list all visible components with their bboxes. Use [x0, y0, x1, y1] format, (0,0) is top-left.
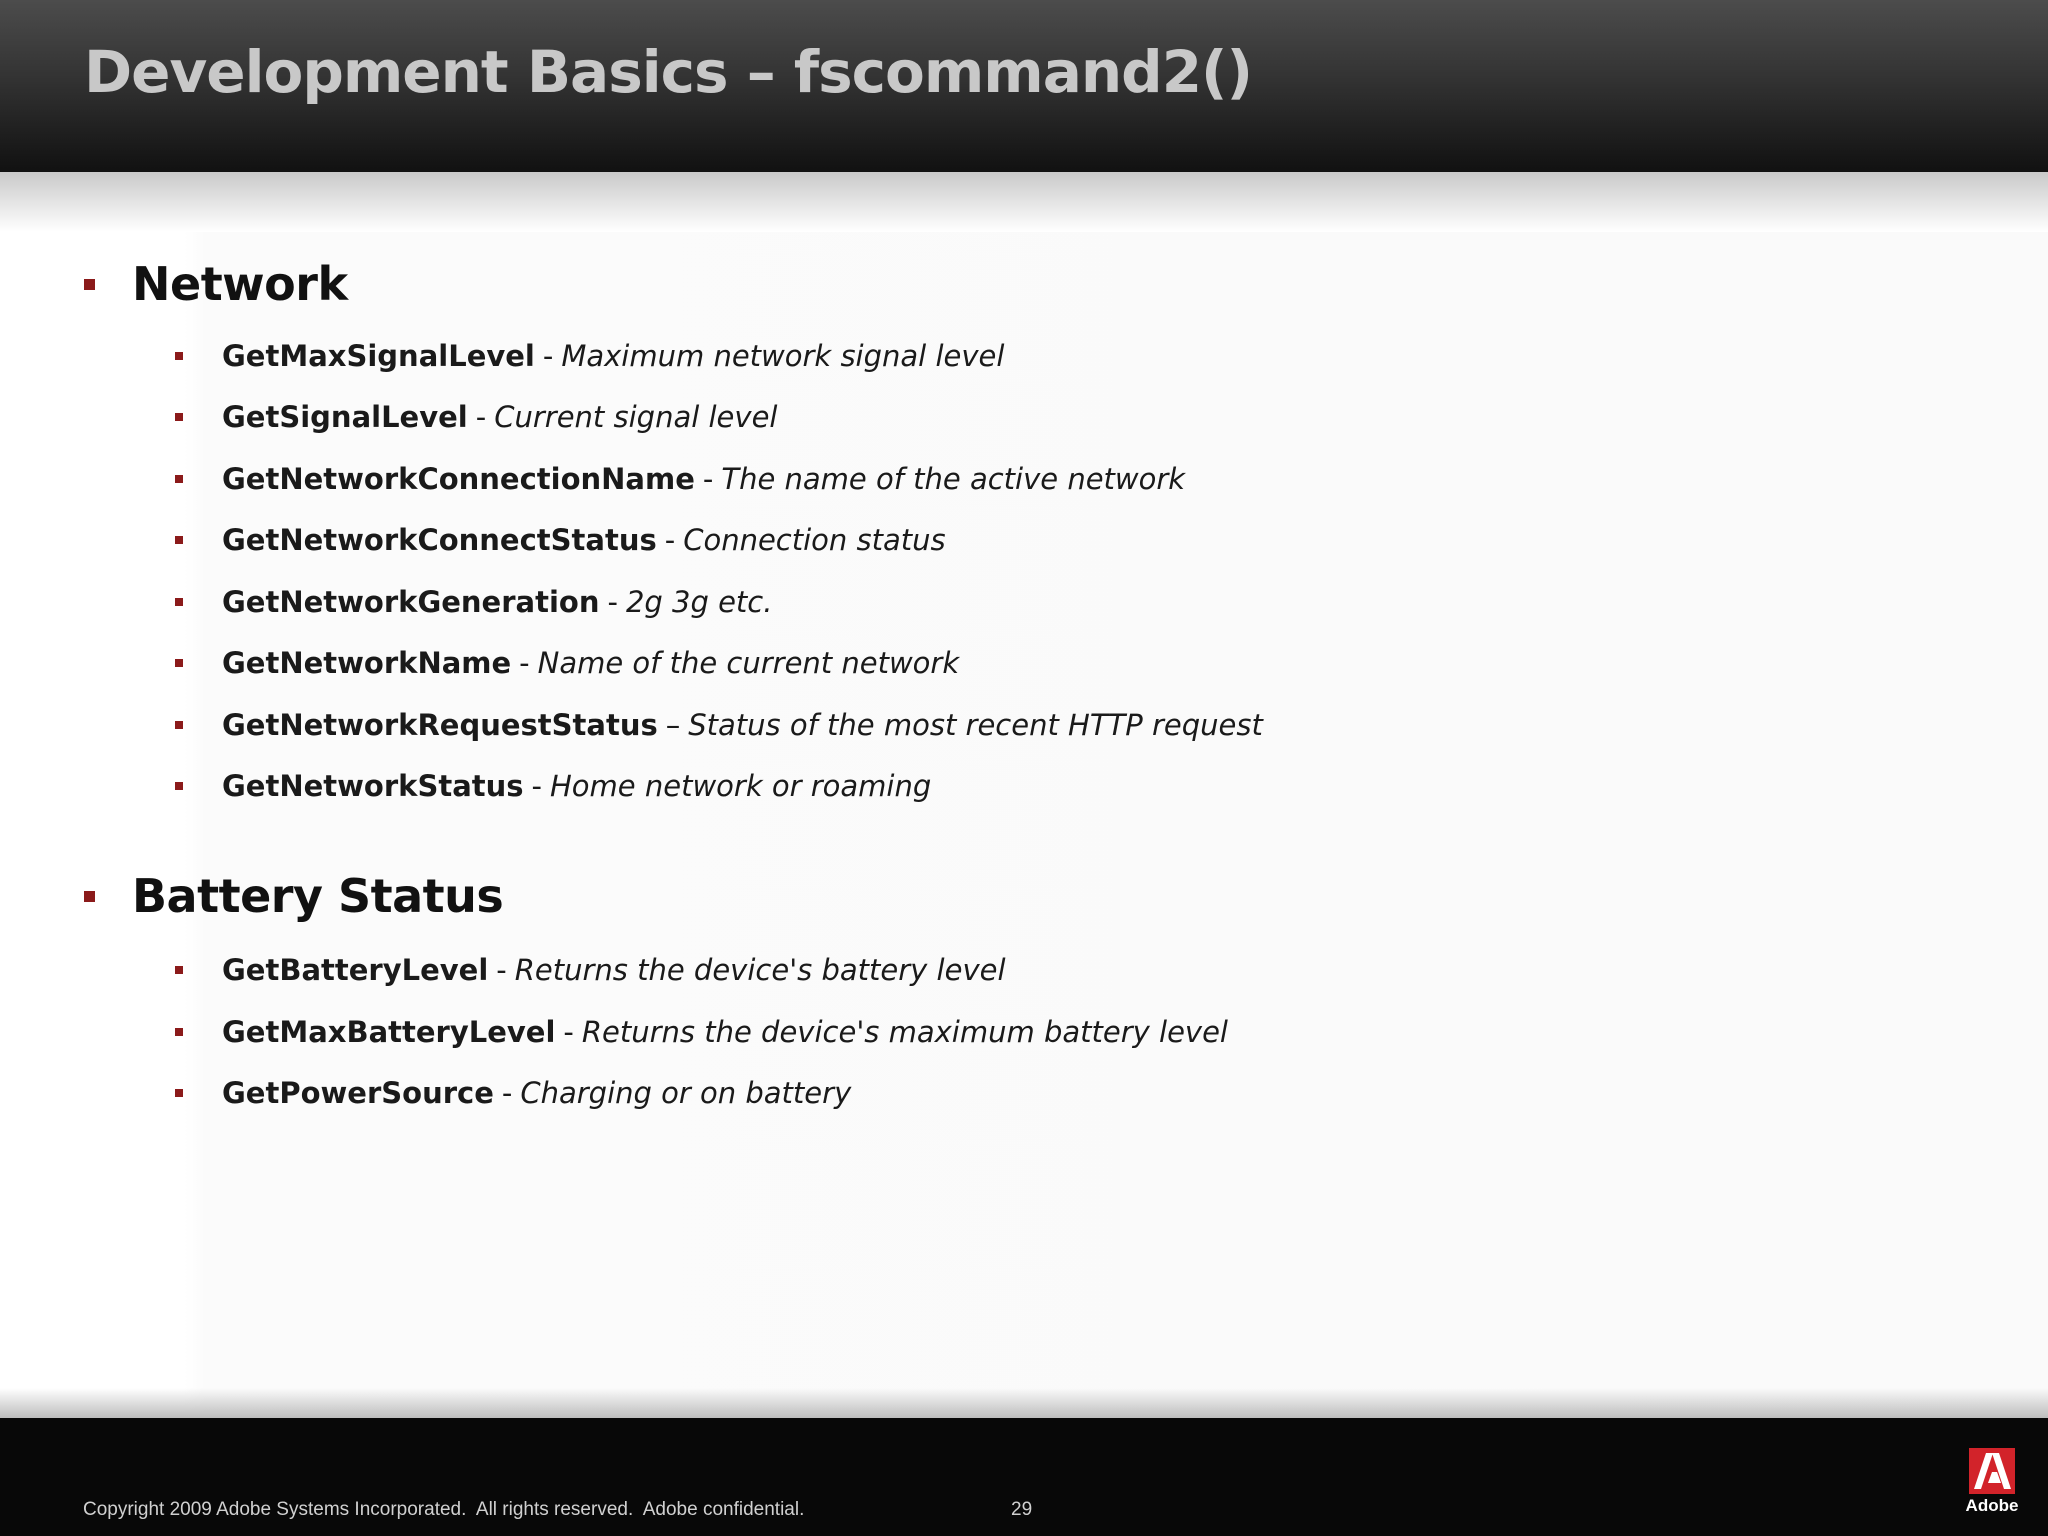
- logo-wordmark: Adobe: [1965, 1496, 2019, 1515]
- square-bullet-icon: [84, 279, 95, 290]
- adobe-logo: [1964, 1448, 2020, 1528]
- square-bullet-icon: [175, 413, 183, 421]
- item-separator: -: [607, 585, 618, 619]
- item-name: GetNetworkConnectStatus: [222, 523, 657, 557]
- item-name: GetMaxBatteryLevel: [222, 1015, 556, 1049]
- slide-title: Development Basics – fscommand2(): [84, 38, 1253, 106]
- item-description: 2g 3g etc.: [625, 585, 773, 619]
- square-bullet-icon: [175, 536, 183, 544]
- list-item: [175, 948, 1006, 992]
- item-name: GetNetworkStatus: [222, 769, 524, 803]
- title-bar: [0, 0, 2048, 172]
- copyright-text: Copyright 2009 Adobe Systems Incorporated. All rights reserved. Adobe confidential.: [83, 1499, 805, 1520]
- footer-shadow: [0, 1388, 2048, 1418]
- item-name: GetNetworkName: [222, 646, 512, 680]
- section-title: Battery Status: [132, 869, 504, 923]
- list-item: [175, 457, 1185, 501]
- square-bullet-icon: [175, 782, 183, 790]
- square-bullet-icon: [175, 1089, 183, 1097]
- square-bullet-icon: [84, 891, 95, 902]
- item-name: GetPowerSource: [222, 1076, 494, 1110]
- square-bullet-icon: [175, 721, 183, 729]
- item-name: GetNetworkRequestStatus: [222, 708, 658, 742]
- item-separator: -: [531, 769, 542, 803]
- list-item: [175, 518, 946, 562]
- section-network: [84, 254, 348, 314]
- item-description: Home network or roaming: [550, 769, 932, 803]
- item-description: Name of the current network: [537, 646, 960, 680]
- square-bullet-icon: [175, 659, 183, 667]
- item-name: GetNetworkConnectionName: [222, 462, 695, 496]
- section-title: Network: [132, 257, 348, 311]
- item-name: GetNetworkGeneration: [222, 585, 600, 619]
- section-heading: [84, 866, 503, 926]
- item-description: The name of the active network: [721, 462, 1186, 496]
- item-separator: -: [475, 400, 487, 434]
- section-heading: [84, 254, 348, 314]
- item-separator: -: [519, 646, 530, 680]
- item-name: GetSignalLevel: [222, 400, 468, 434]
- item-description: Returns the device's maximum battery level: [581, 1015, 1228, 1049]
- item-name: GetBatteryLevel: [222, 953, 489, 987]
- square-bullet-icon: [175, 598, 183, 606]
- item-separator: -: [563, 1015, 574, 1049]
- page-number: 29: [1011, 1499, 1033, 1520]
- list-item: [175, 1071, 851, 1115]
- item-description: Current signal level: [494, 400, 778, 434]
- square-bullet-icon: [175, 352, 183, 360]
- item-description: Maximum network signal level: [561, 339, 1005, 373]
- list-item: [175, 1010, 1228, 1054]
- item-description: Connection status: [683, 523, 946, 557]
- list-item: [175, 580, 772, 624]
- adobe-logo-icon: [1969, 1448, 2015, 1494]
- list-item: [175, 703, 1263, 747]
- item-description: Charging or on battery: [520, 1076, 852, 1110]
- title-bar-shadow: [0, 172, 2048, 232]
- square-bullet-icon: [175, 1028, 183, 1036]
- square-bullet-icon: [175, 475, 183, 483]
- list-item: [175, 764, 931, 808]
- item-description: Status of the most recent HTTP request: [688, 708, 1263, 742]
- section-battery-status: [84, 866, 503, 926]
- item-separator: –: [665, 708, 681, 742]
- list-item: [175, 395, 777, 439]
- item-separator: -: [542, 339, 554, 373]
- item-name: GetMaxSignalLevel: [222, 339, 535, 373]
- item-separator: -: [501, 1076, 513, 1110]
- item-separator: -: [496, 953, 507, 987]
- square-bullet-icon: [175, 966, 183, 974]
- item-separator: -: [664, 523, 676, 557]
- list-item: [175, 641, 959, 685]
- item-description: Returns the device's battery level: [514, 953, 1006, 987]
- item-separator: -: [702, 462, 714, 496]
- list-item: [175, 334, 1004, 378]
